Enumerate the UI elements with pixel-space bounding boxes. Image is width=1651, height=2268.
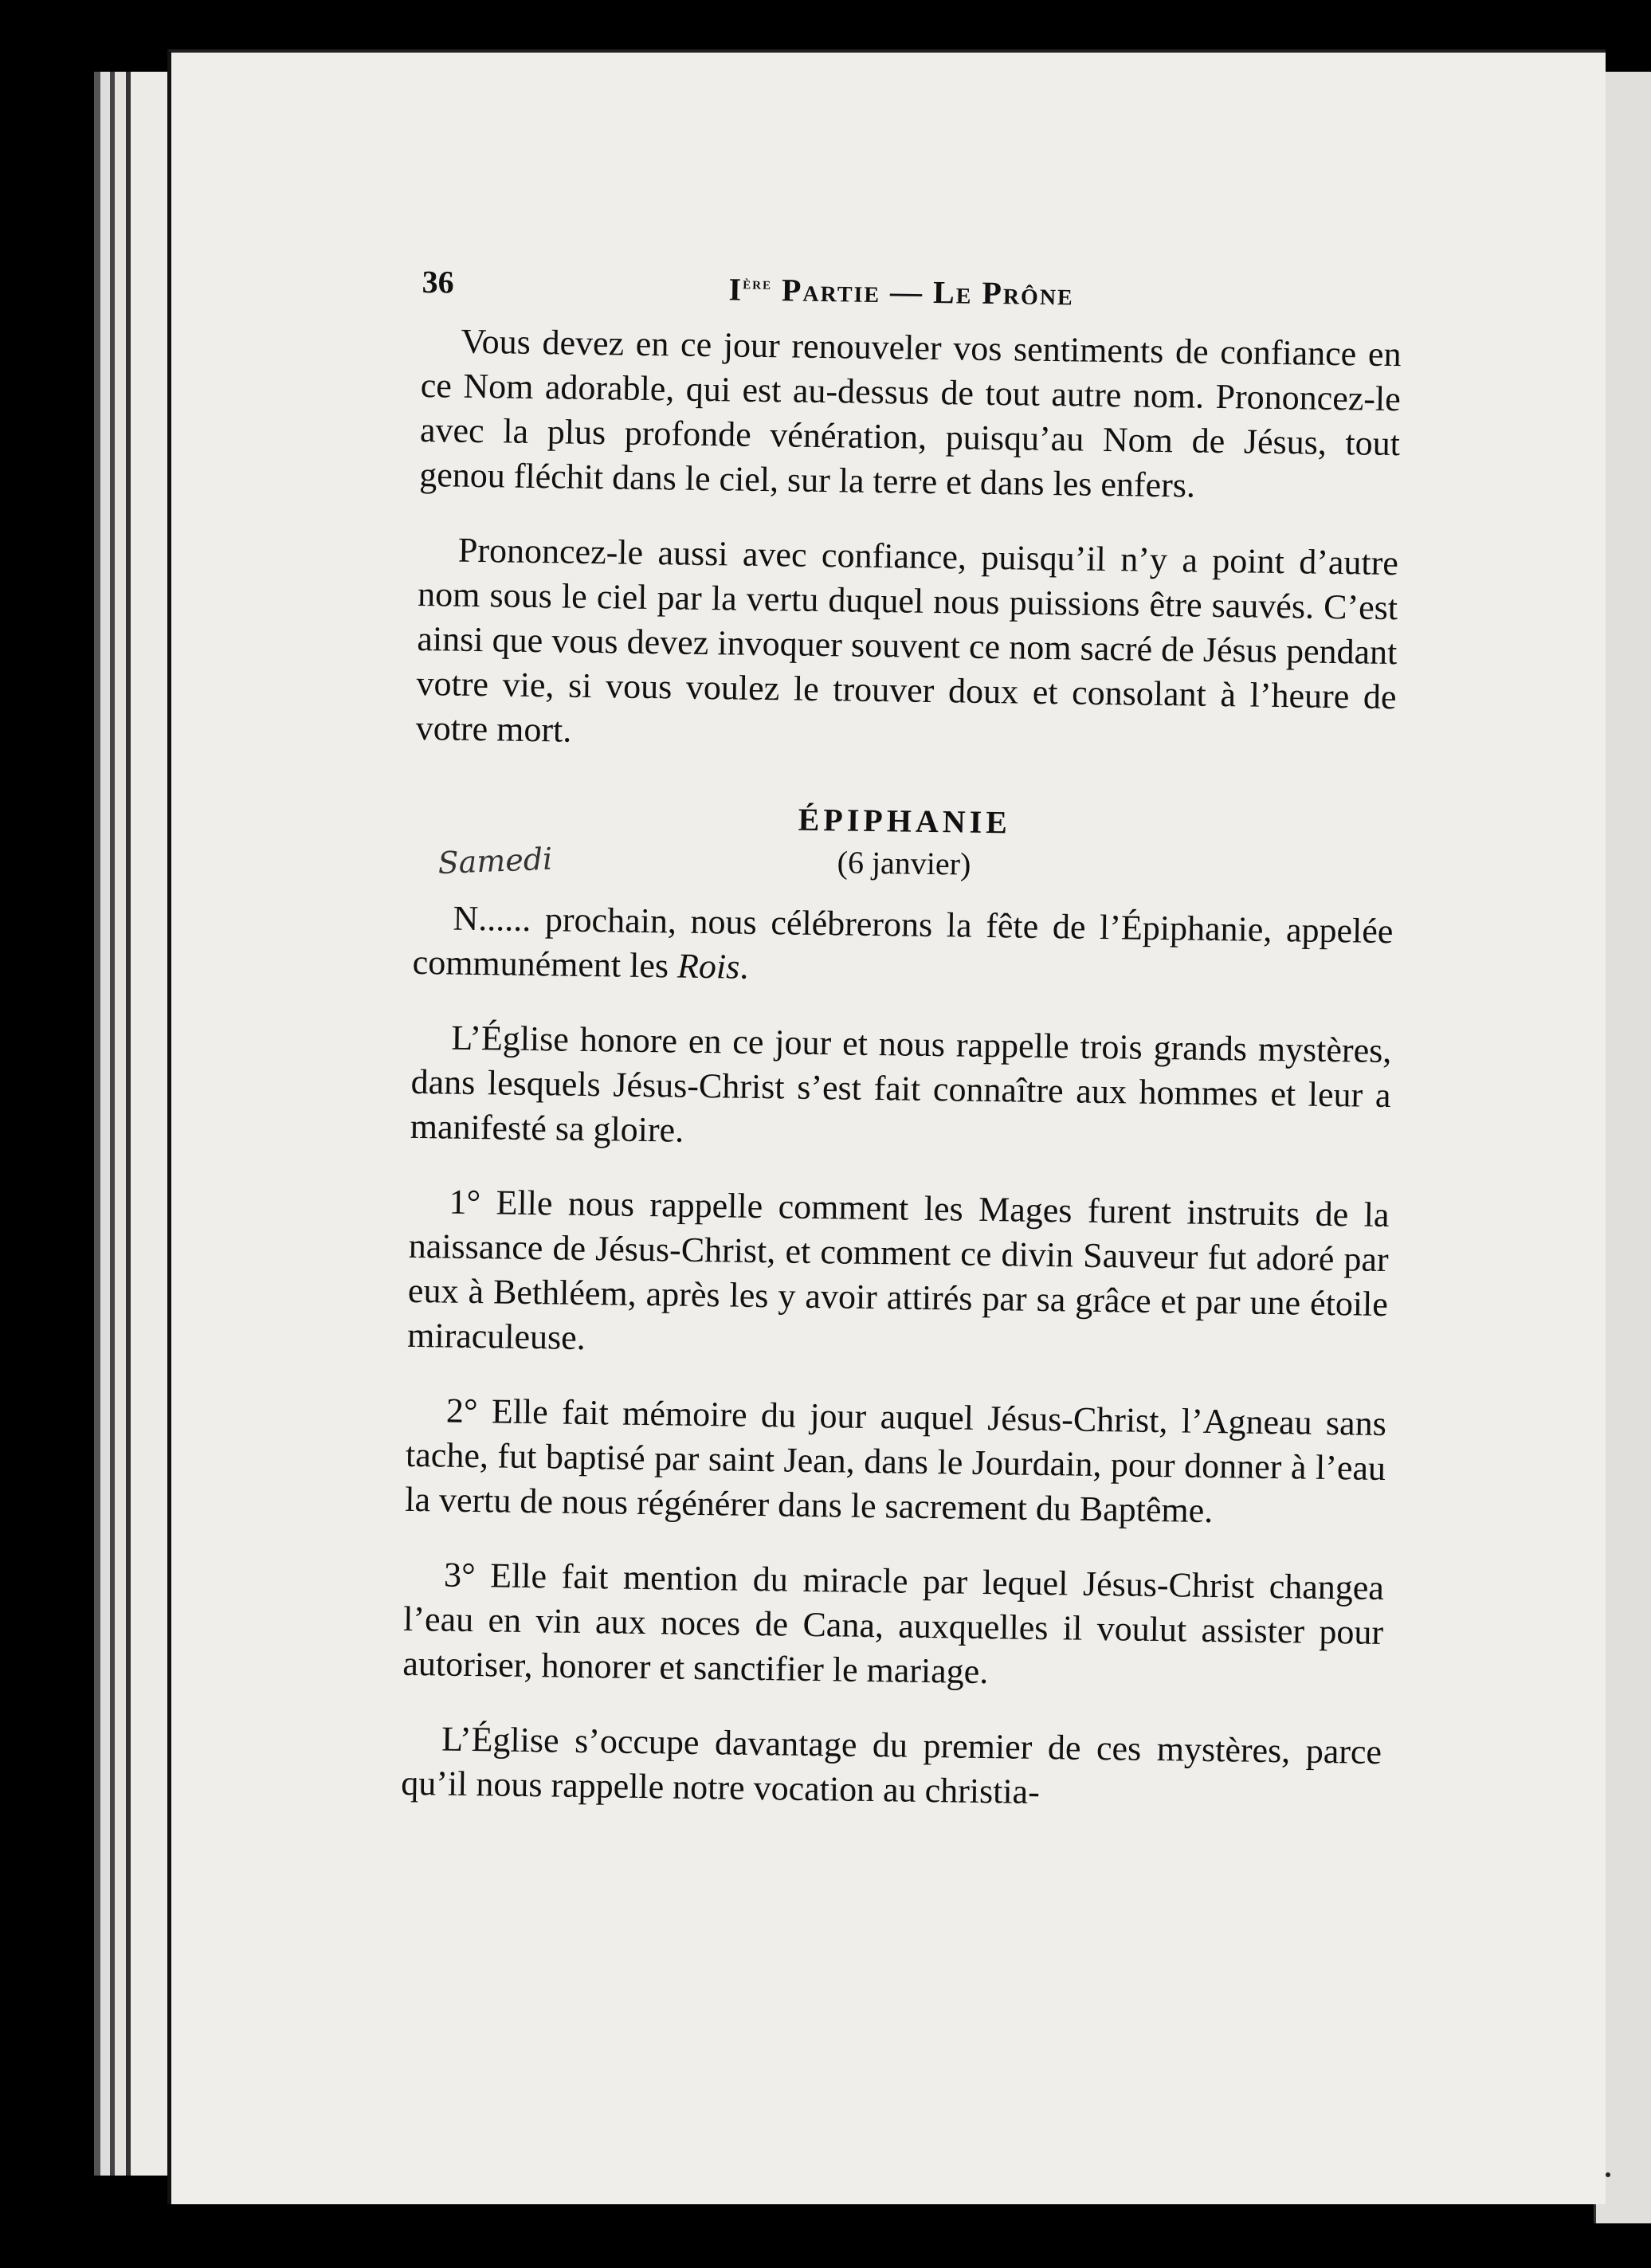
- handwritten-note: Samedi: [437, 841, 554, 881]
- paragraph-mystery-1: 1° Elle nous rappelle comment les Mages furent instruits de la naissance de Jésus-Christ, et comment ce divin Sauveur fut adoré par eux à Bethléem, après les y avoir attirés par sa grâce et par une étoile miraculeuse.: [406, 1182, 1390, 1357]
- page-number: 36: [422, 263, 454, 300]
- paragraph-confidence-name: Vous devez en ce jour renouveler vos sentiments de confiance en ce Nom adorable, qui est au-dessus de tout autre nom. Prononcez-le avec la plus profonde vénération, puisqu’au Nom de Jésus, tout genou fléchit dans le ciel, sur la terre et dans les enfers.: [418, 321, 1402, 505]
- intro-rois: Rois: [676, 946, 740, 987]
- section-date: (6 janvier): [837, 844, 971, 882]
- paragraph-pronounce-confidence: Prononcez-le aussi avec confiance, puisqu’il n’y a point d’autre nom sous le ciel par la vertu duquel nous puissions être sauvés. C’est ainsi que vous devez invoquer souvent ce nom sacré de Jésus pendant votre vie, si vous voulez le trouver doux et consolant à l’heure de votre mort.: [415, 530, 1399, 750]
- intro-end: .: [739, 947, 749, 987]
- paragraph-mystery-3: 3° Elle fait mention du miracle par lequel Jésus-Christ changea l’eau en vin aux noces de Cana, auxquelles il voulut assister pour autoriser, honorer et sanctifier le mariage.: [402, 1555, 1385, 1692]
- paragraph-three-mysteries: L’Église honore en ce jour et nous rappelle trois grands mystères, dans lesquels Jésus-Christ s’est fait connaître aux hommes et leur a manifesté sa gloire.: [410, 1018, 1392, 1150]
- paragraph-first-mystery: L’Église s’occupe davantage du premier de ces mystères, parce qu’il nous rappelle notre vocation au christia-: [401, 1719, 1382, 1812]
- paragraph-mystery-2: 2° Elle fait mémoire du jour auquel Jésus-Christ, l’Agneau sans tache, fut baptisé par saint Jean, dans le Jourdain, pour donner à l’eau la vertu de nous régénérer dans le sacrement du Baptême.: [404, 1391, 1387, 1531]
- page-content: [400, 263, 1402, 1850]
- paragraph-epiphany-intro: [412, 896, 1393, 999]
- running-title-text: Partie — Le Prône: [771, 272, 1075, 312]
- running-title-ordinal: ère: [743, 273, 773, 293]
- section-date-line: [414, 838, 1394, 889]
- section-title: ÉPIPHANIE: [798, 801, 1012, 841]
- intro-text: N...... prochain, nous célébrerons la fête de l’Épiphanie, appelée communément les: [412, 898, 1394, 986]
- running-title: [728, 270, 1074, 312]
- page-speck: [1606, 2172, 1610, 2177]
- running-title-numeral: I: [728, 271, 743, 308]
